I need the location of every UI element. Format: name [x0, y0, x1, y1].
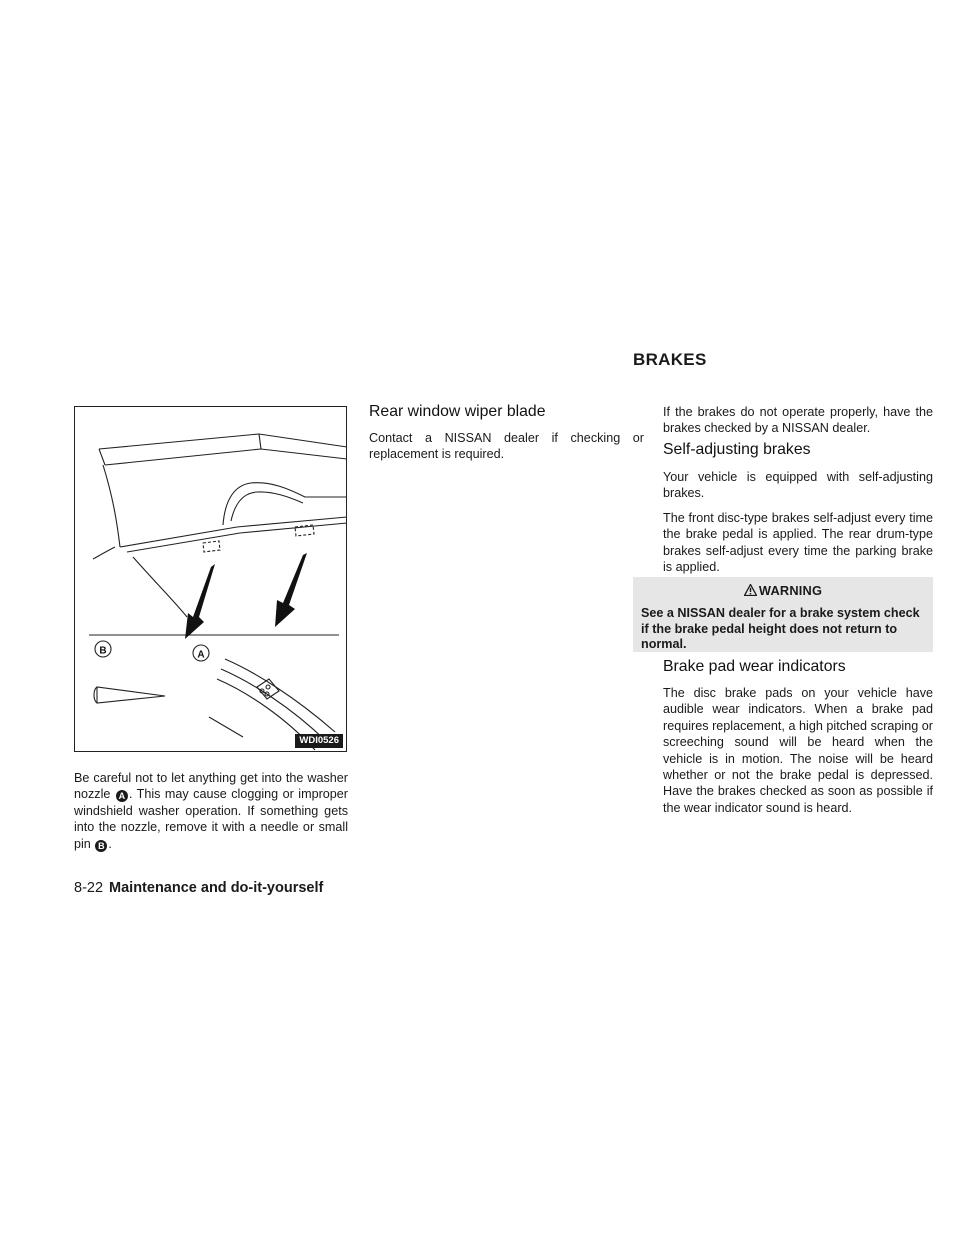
- marker-b: B: [95, 840, 107, 852]
- para-text-2: . This may cause clogging or improper windshield washer operation. If something gets into the nozzle, remove it with a needle or small pin: [74, 787, 349, 851]
- figure-code: WDI0526: [295, 734, 343, 748]
- warning-box: [633, 577, 933, 652]
- pad-wear-text: The disc brake pads on your vehicle have audible wear indicators. When a brake pad requires replacement, a high pitched scraping or screeching sound will be heard when the vehicle is in motion. The noise will be heard whether or not the brake pedal is depressed. Have the brakes checked as soon as possible if the wear indicator sound is heard.: [663, 686, 933, 815]
- page-footer: [74, 880, 323, 896]
- section-title: BRAKES: [633, 350, 707, 369]
- marker-a: A: [116, 790, 128, 802]
- self-adjusting-p1: Your vehicle is equipped with self-adjusting brakes.: [663, 470, 933, 501]
- figure-label-b: B: [99, 645, 107, 657]
- warning-title: WARNING: [758, 583, 823, 598]
- self-adjusting-heading: Self-adjusting brakes: [663, 441, 811, 458]
- warning-icon: [744, 584, 757, 596]
- washer-nozzle-figure: [74, 406, 347, 752]
- rear-wiper-text: Contact a NISSAN dealer if checking or replacement is required.: [369, 431, 644, 462]
- figure-label-a: A: [197, 649, 205, 661]
- washer-nozzle-paragraph: [74, 770, 348, 852]
- warning-header: [633, 583, 933, 598]
- chapter-title: Maintenance and do-it-yourself: [109, 880, 324, 896]
- para-text-3: .: [108, 836, 112, 851]
- nozzle-illustration: [75, 407, 348, 753]
- page-number: 8-22: [74, 880, 104, 896]
- pad-wear-heading: Brake pad wear indicators: [663, 658, 846, 675]
- warning-text: See a NISSAN dealer for a brake system check if the brake pedal height does not return to normal.: [641, 606, 920, 651]
- para-text-1: Be careful not to let anything get into the washer nozzle: [74, 771, 348, 802]
- rear-wiper-heading: Rear window wiper blade: [369, 403, 546, 420]
- self-adjusting-p2: The front disc-type brakes self-adjust every time the brake pedal is applied. The rear drum-type brakes self-adjust every time the parking brake is applied.: [663, 511, 933, 575]
- brakes-intro: If the brakes do not operate properly, have the brakes checked by a NISSAN dealer.: [663, 405, 933, 436]
